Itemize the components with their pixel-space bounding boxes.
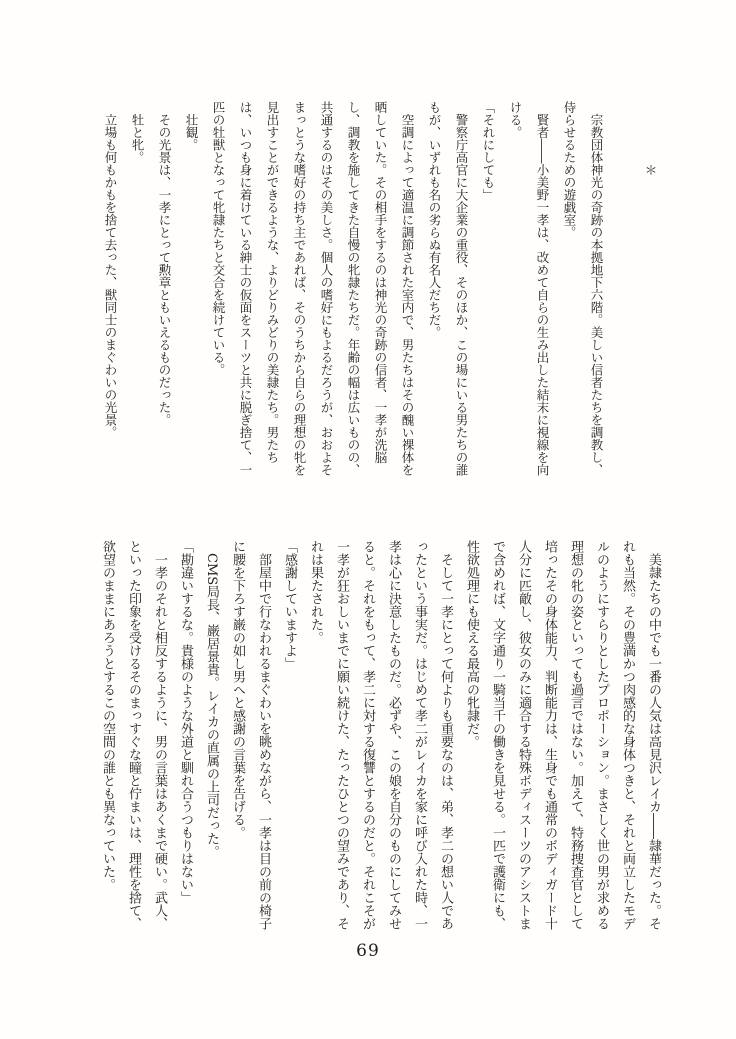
text-line: その光景は、一孝にとって勲章ともいえるものだった。 [157,101,172,426]
text-line: ると。それをもって、孝二に対する復讐とするのだと。それこそが [360,540,375,930]
text-band-top [97,101,664,483]
text-line: 宗教団体神光の奇跡の本拠地下六階。美しい信者たちを調教し、 [589,101,604,476]
text-line: 部屋中で行なわれるまぐわいを眺めながら、一孝は目の前の椅子 [256,540,271,930]
text-line: は、いつも身に着けている紳士の仮面をスーツと共に脱ぎ捨て、一 [238,101,253,476]
text-line: 欲望のままにあろうとするこの空間の誰とも異なっていた。 [100,540,115,891]
text-line: ける。 [508,101,523,139]
text-line: 警察庁高官に大企業の重役、そのほか、この場にいる男たちの誰 [454,101,469,476]
text-line: れも当然。その豊満かつ肉感的な身体つきと、それと両立したモデ [620,540,635,930]
text-line: 侍らせるための遊戯室。 [562,101,577,239]
text-band-bottom [94,540,666,936]
text-line: 牡と牝。 [130,101,145,164]
text-line: そして一孝にとって何よりも重要なのは、弟、孝二の想い人であ [438,540,453,930]
page-number: 69 [356,941,380,961]
text-line: 「勘違いするな。貴様のような外道と馴れ合うつもりはない」 [178,540,193,904]
text-line: に腰を下ろす巌の如し男へと感謝の言葉を告げる。 [230,540,245,839]
text-line: 性欲処理にも使える最高の牝隷だ。 [464,540,479,748]
text-line: 一孝のそれと相反するように、男の言葉はあくまで硬い。武人、 [152,540,167,930]
text-line [610,101,637,483]
text-line: 理想の牝の姿といっても過言ではない。加えて、特務捜査官として [568,540,583,930]
text-line: れは果たされた。 [308,540,323,644]
text-line: 人分に匹敵し、彼女のみに適合する特殊ボディスーツのアシストま [516,540,531,930]
text-line: まっとうな嗜好の持ち主であれば、そのうちから自らの理想の牝を [292,101,307,476]
text-line: 共通するのはその美しさ。個人の嗜好にもよるだろうが、おおよそ [319,101,334,476]
text-line: し、調教を施してきた自慢の牝隷たちだ。年齢の幅は広いものの、 [346,101,361,476]
text-line: CMS局長、巌居景貴。レイカの直属の上司だった。 [204,540,219,859]
text-line: ＊ [643,101,658,176]
text-line: 孝は心に決意したものだ。必ずや、この娘を自分のものにしてみせ [386,540,401,930]
text-line: 空調によって適温に調節された室内で、男たちはその醜い裸体を [400,101,415,476]
text-line: 晒していた。その相手をするのは神光の奇跡の信者、一孝が洗脳 [373,101,388,464]
text-line: ったという事実だ。はじめて孝二がレイカを家に呼び入れた時、一 [412,540,427,930]
text-line: もが、いずれも名の劣らぬ有名人だちだ。 [427,101,442,339]
text-line: 一孝が狂おしいまでに願い続けた、たったひとつの望みであり、そ [334,540,349,930]
text-line: 美隷たちの中でも一番の人気は高見沢レイカ――隷華だった。そ [646,540,661,930]
text-line: 見出すことができるような、よりどりみどりの美隷たち。男たち [265,101,280,464]
text-line: 壮観。 [184,101,199,151]
text-line: 培ったその身体能力、判断能力は、生身でも通常のボディガード十 [542,540,557,930]
text-line: 匹の牡獣となって牝隷たちと交合を続けている。 [211,101,226,376]
text-line: 「感謝していますよ」 [282,540,297,670]
text-line: ルのようにすらりとしたプロポーション。まさしく世の男が求める [594,540,609,930]
text-line: で含めれば、文字通り一騎当千の働きを見せる。一匹で護衛にも、 [490,540,505,930]
text-line: 立場も何もかもを捨て去った、獣同士のまぐわいの光景。 [103,101,118,439]
text-line: 賢者――小美野一孝は、改めて自らの生み出した結末に視線を向 [535,101,550,476]
text-line: といった印象を受けるそのまっすぐな瞳と佇まいは、理性を捨て、 [126,540,141,930]
text-line: 「それにしても」 [481,101,496,201]
